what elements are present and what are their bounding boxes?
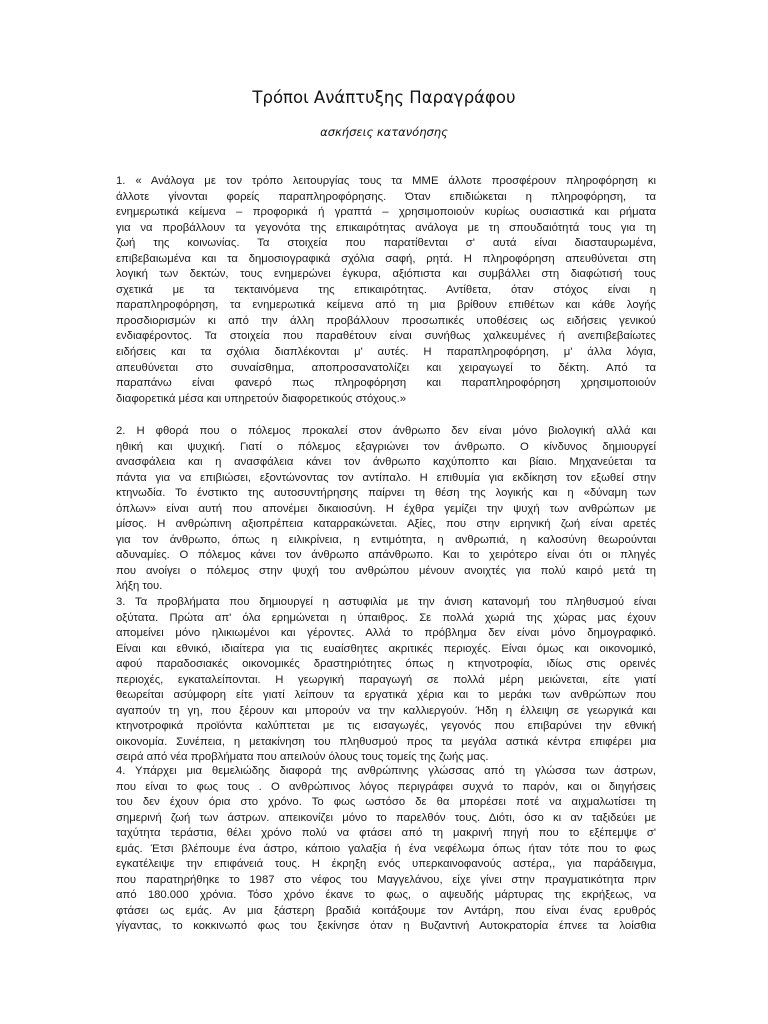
text-line: ταχύτητα τεράστια, θέλει χρόνο πολύ να φτάσει από τη μακρινή πηγή που το εξέπεμψε σ' — [116, 827, 656, 840]
text-line: ενδιαφέροντος. Τα στοιχεία που παραθέτουν είναι συνήθως χαλκευμένες ή ανεπιβεβαίωτες — [116, 330, 656, 343]
text-line: πάντα για να επιβιώσει, εξοντώνοντας τον αντίπαλο. Η επιθυμία για εκδίκηση τον εξωθεί στην — [116, 471, 656, 484]
text-line: κτηνωδία. Το ένστικτο της αυτοσυντήρησης παίρνει τη θέση της λογικής και η «δύναμη των — [116, 487, 656, 500]
text-line: αγαπούν τη γη, που ξέρουν και μπορούν να την καλλιεργούν. Ήδη η έλλειψη σε γεωργικά και — [116, 704, 656, 717]
text-line: παραπληροφόρηση, τα ενημερωτικά κείμενα από τη μια βρίθουν επιθέτων και κάθε λογής — [116, 299, 656, 312]
text-line: όπλων» είναι αυτή που απονέμει δικαιοσύνη. Η έχθρα γεμίζει την ψυχή των ανθρώπων με — [116, 502, 656, 515]
paragraph-3 — [116, 595, 656, 766]
text-line: ηθική και ψυχική. Γιατί ο πόλεμος εξαγριώνει τον άνθρωπο. Ο κίνδυνος δημιουργεί — [116, 440, 656, 453]
paragraph-1 — [116, 174, 656, 407]
text-line: μίσος. Η ανθρώπινη αξιοπρέπεια καταρρακώνεται. Αξίες, που στην ειρηνική ζωή είναι αρετές — [116, 518, 656, 531]
text-line: διαφορετικά μέσα και υπηρετούν διαφορετικούς στόχους.» — [116, 392, 406, 405]
text-line: σχετικά με τα τεκταινόμενα της επικαιρότητας. Αντίθετα, όταν στόχος είναι η — [116, 283, 656, 296]
text-line: σειρά από νέα προβλήματα που απειλούν όλους τους τομείς της ζωής μας. — [116, 751, 489, 764]
document-title: Τρόποι Ανάπτυξης Παραγράφου — [252, 88, 516, 107]
text-line: φτάσει ως εμάς. Αν μια ξάστερη βραδιά κοιτάξουμε τον Αντάρη, που είναι ένας ερυθρός — [116, 904, 656, 917]
text-line: ειδήσεις και τα σχόλια διαπλέκονται μ' αυτές. Η παραπληροφόρηση, μ' άλλα λόγια, — [116, 346, 656, 359]
text-line: εμάς. Έτσι βλέπουμε ένα άστρο, κάποιο γαλαξία ή ένα νεφέλωμα όπως ήταν τότε που το φως — [116, 842, 656, 855]
text-line: επιβεβαιωμένα και τα δημοσιογραφικά σχόλια σαφή, ρητά. Η πληροφόρηση απευθύνεται στη — [116, 252, 656, 265]
text-line: σημερινή ζωή των άστρων. απεικονίζει μόνο το παρελθόν τους. Διότι, όσο κι αν ταξιδεύει με — [116, 811, 656, 824]
text-line: απευθύνεται στο συναίσθημα, αποπροσανατολίζει και χειραγωγεί το δέκτη. Από τα — [116, 361, 656, 374]
document-subtitle: ασκήσεις κατανόησης — [320, 125, 448, 139]
text-line: για τον άνθρωπο, όπως η ειλικρίνεια, η εντιμότητα, η ανθρωπιά, η καλοσύνη θεωρούνται — [116, 533, 656, 546]
text-line: εγκατέλειψε την επιφάνειά τους. Η έκρηξη ενός υπερκαινοφανούς αστέρα,, για παράδειγμα, — [116, 858, 656, 871]
text-line: θεωρείται ασύμφορη είτε γιατί λείπουν τα εργατικά χέρια και το μεράκι των ανθρώπων που — [116, 689, 656, 702]
text-line: οικονομία. Συνέπεια, η μετακίνηση του πληθυσμού προς τα μεγάλα αστικά κέντρα επιφέρει μια — [116, 735, 656, 748]
text-line: ανασφάλεια και η ανασφάλεια κάνει τον άνθρωπο καχύποπτο και βίαιο. Μηχανεύεται τα — [116, 456, 656, 469]
text-line: άλλοτε γίνονται φορείς παραπληροφόρησης. Όταν επιδιώκεται η πληροφόρηση, τα — [116, 190, 656, 203]
text-line: παραπάνω είναι φανερό πως πληροφόρηση και παραπληροφόρηση χρησιμοποιούν — [116, 377, 656, 390]
text-line: από 180.000 χρόνια. Τόσο χρόνο έκανε το φως, ο αψευδής μάρτυρας της εκρήξεως, να — [116, 889, 656, 902]
text-line: 1. « Ανάλογα με τον τρόπο λειτουργίας τους τα ΜΜΕ άλλοτε προσφέρουν πληροφόρηση κι — [116, 175, 656, 187]
text-line: ενημερωτικά κείμενα – προφορικά ή γραπτά – χρησιμοποιούν κυρίως ουσιαστικά και ρήματα — [116, 206, 656, 219]
paragraph-4 — [116, 764, 656, 935]
text-line: ζωή της κοινωνίας. Τα στοιχεία που παρατίθενται σ' αυτά είναι διασταυρωμένα, — [116, 237, 656, 250]
text-line: του δεν έχουν όρια στο χρόνο. Το φως ωστόσο δε θα μπορέσει ποτέ να αιχμαλωτίσει τη — [116, 796, 656, 809]
text-line: προσδιορισμών κι από την άλλη προβάλλουν προσωπικές υποθέσεις ως ειδήσεις γενικού — [116, 314, 656, 327]
text-line: λογική των δεκτών, τους ενημερώνει έγκυρα, αξιόπιστα και συμβάλλει στη διαφώτισή τους — [116, 268, 656, 281]
text-line: που ανοίγει ο πόλεμος στην ψυχή του ανθρώπου μένουν ανοιχτές για πολύ καιρό μετά τη — [116, 564, 656, 577]
text-line: που είναι το φως τους . Ο ανθρώπινος λόγος περιγράφει συχνά το παρόν, και οι διηγήσεις — [116, 780, 656, 793]
text-line: αφού παραδοσιακές οικονομικές δραστηριότητες όπως η κτηνοτροφία, ιδίως στις ορεινές — [116, 658, 656, 671]
text-line: περιοχές, εγκαταλείπονται. Η γεωργική παραγωγή σε πολλά μέρη μειώνεται, είτε γιατί — [116, 673, 656, 686]
text-line: 4. Υπάρχει μια θεμελιώδης διαφορά της ανθρώπινης γλώσσας από τη γλώσσα των άστρων, — [116, 765, 656, 777]
text-line: οξύτατα. Πρώτα απ' όλα ερημώνεται η ύπαιθρος. Σε πολλά χωριά της χώρας μας έχουν — [116, 611, 656, 624]
text-line: 2. Η φθορά που ο πόλεμος προκαλεί στον άνθρωπο δεν είναι μόνο βιολογική αλλά και — [116, 425, 656, 437]
text-line: 3. Τα προβλήματα που δημιουργεί η αστυφιλία με την άνιση κατανομή του πληθυσμού είναι — [116, 596, 656, 608]
text-line: κτηνοτροφικά προϊόντα καλύπτεται με τις εισαγωγές, γεγονός που επιβαρύνει την εθνική — [116, 720, 656, 733]
text-line: λήξη του. — [116, 580, 163, 593]
text-line: Είναι και εθνικό, ιδιαίτερα για τις ευαίσθητες ακριτικές περιοχές. Είναι όμως και οικονομικό, — [116, 642, 656, 655]
text-line: που παρατηρήθηκε το 1987 στο νέφος του Μαγγελάνου, είχε γίνει στην πραγματικότητα πριν — [116, 873, 656, 886]
text-line: αδυναμίες. Ο πόλεμος κάνει τον άνθρωπο απάνθρωπο. Και το χειρότερο είναι ότι οι πληγές — [116, 549, 656, 562]
paragraph-2 — [116, 424, 656, 595]
text-line: για να προβάλλουν τα γεγονότα της επικαιρότητας ανάλογα με τη σπουδαιότητά τους για τη — [116, 221, 656, 234]
text-line: απομείνει μόνο ηλικιωμένοι και γέροντες. Αλλά το πρόβλημα δεν είναι μόνο δημογραφικό. — [116, 627, 656, 640]
text-line: γίγαντας, το κοκκινωπό φως του ξεκίνησε όταν η Βυζαντινή Αυτοκρατορία έπνεε τα λοίσθια — [116, 920, 656, 933]
